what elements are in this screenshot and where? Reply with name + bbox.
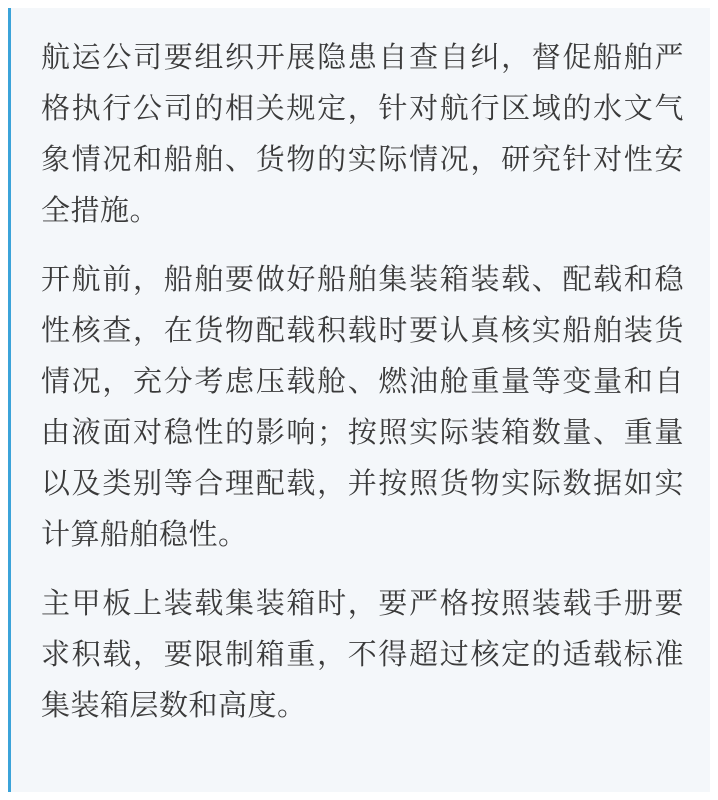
paragraph-pre-departure-check: 开航前，船舶要做好船舶集装箱装载、配载和稳性核查，在货物配载积载时要认真核实船舶装货情况，充分考虑压载舱、燃油舱重量等变量和自由液面对稳性的影响；按照实际装箱数量、重量以及类别等合理配载，并按照货物实际数据如实计算船舶稳性。 xyxy=(41,262,684,551)
paragraph-deck-loading: 主甲板上装载集装箱时，要严格按照装载手册要求积载，要限制箱重，不得超过核定的适载标准集装箱层数和高度。 xyxy=(41,586,684,722)
paragraph-self-inspection: 航运公司要组织开展隐患自查自纠，督促船舶严格执行公司的相关规定，针对航行区域的水文气象情况和船舶、货物的实际情况，研究针对性安全措施。 xyxy=(41,40,684,227)
quote-card xyxy=(8,8,710,792)
